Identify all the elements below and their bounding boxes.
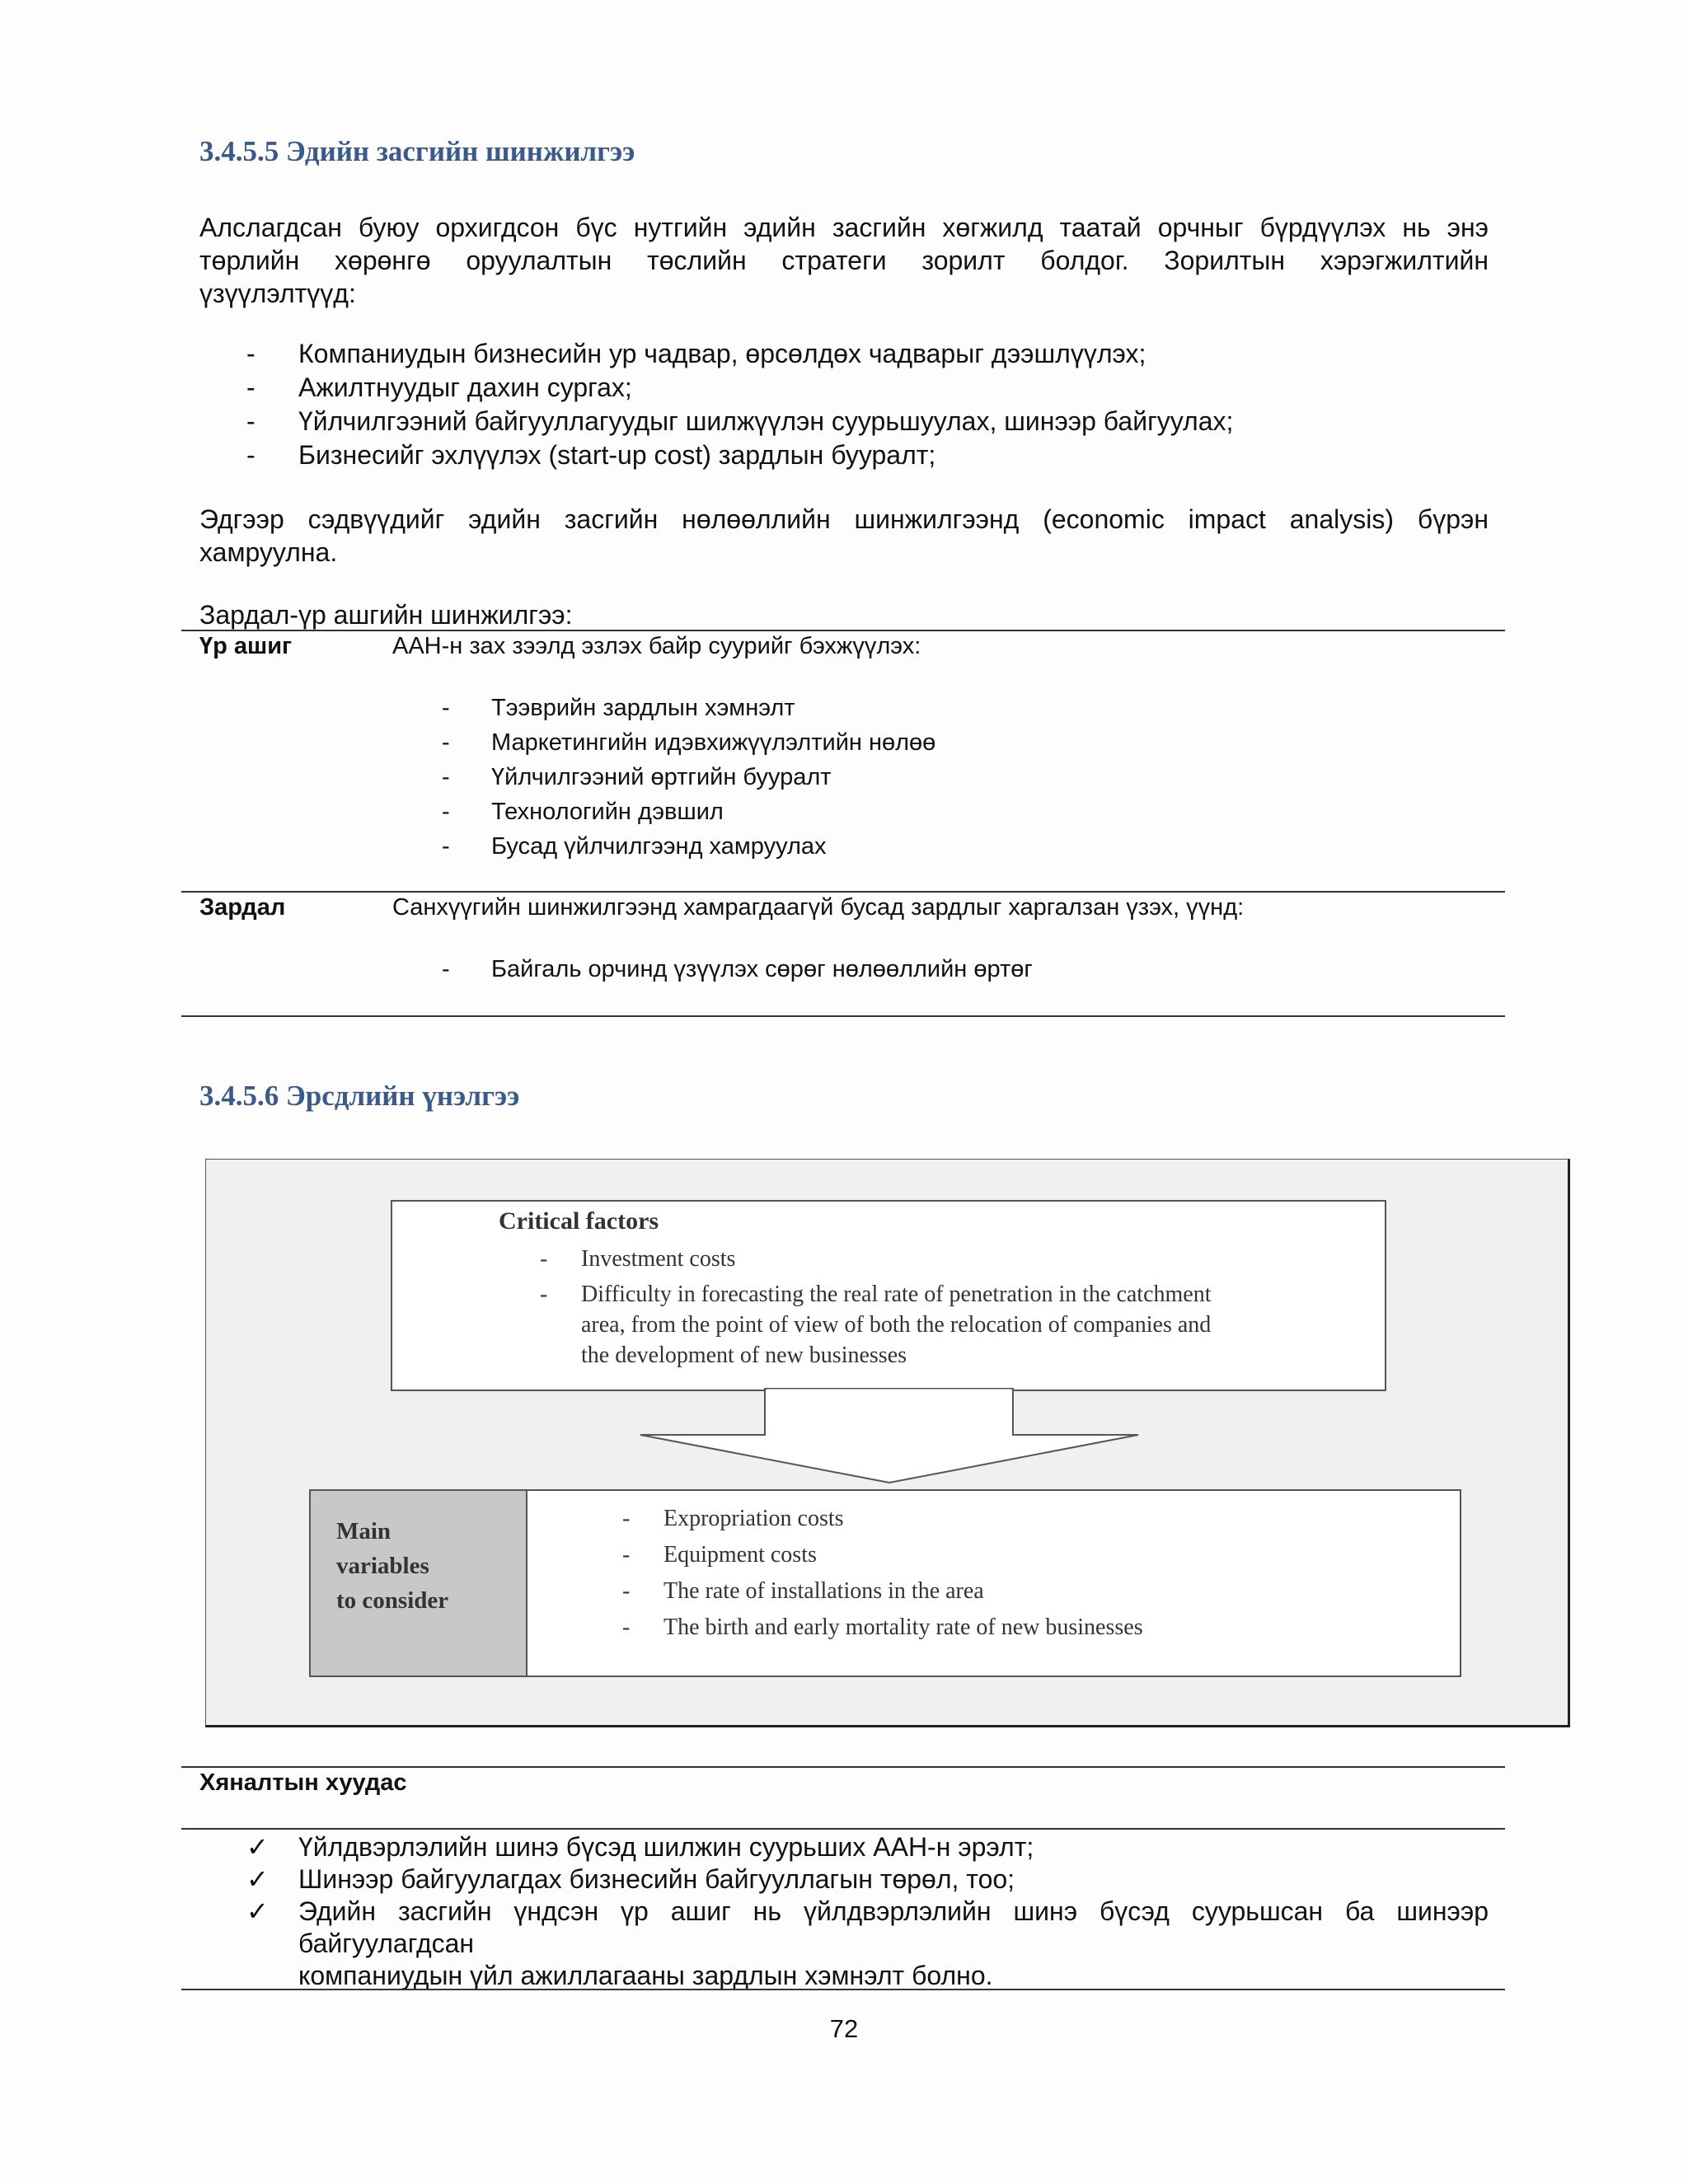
list-item-text: Difficulty in forecasting the real rate of penetration in the catchment xyxy=(581,1282,1212,1307)
down-arrow-icon xyxy=(640,1389,1138,1483)
checklist-mid-rule xyxy=(181,1828,1505,1830)
dash-bullet: - xyxy=(442,729,450,756)
main-variables-list xyxy=(622,1501,1143,1646)
table-top-rule xyxy=(181,630,1505,631)
list-item xyxy=(442,760,935,794)
list-item xyxy=(442,829,935,864)
closing-line-1: Эдгээр сэдвүүдийг эдийн засгийн нөлөөллийн шинжилгээнд (economic impact analysis) бүрэн xyxy=(199,504,1489,534)
checklist-items xyxy=(199,1831,1489,1992)
list-item-text: The birth and early mortality rate of new businesses xyxy=(663,1615,1143,1640)
list-item xyxy=(442,952,1033,987)
dash-bullet: - xyxy=(622,1542,631,1568)
list-item-text: Бусад үйлчилгээнд хамруулах xyxy=(491,833,827,860)
cost-text: Санхүүгийн шинжилгээнд хамрагдаагүй бусад зардлыг харгалзан үзэх, үүнд: xyxy=(392,894,1245,921)
benefit-items xyxy=(442,691,935,864)
checklist-item-line: Эдийн засгийн үндсэн үр ашиг нь үйлдвэрлэлийн шинэ бүсэд суурьшсан ба шинээр байгуулагдсан xyxy=(298,1896,1489,1958)
section-heading-risk: 3.4.5.6 Эрсдлийн үнэлгээ xyxy=(199,1080,520,1112)
checklist-item xyxy=(199,1831,1489,1863)
closing-line-2: хамруулна. xyxy=(199,537,338,567)
list-item-continuation: area, from the point of view of both the relocation of companies and xyxy=(581,1312,1212,1338)
list-item xyxy=(199,438,1489,472)
checklist-item xyxy=(199,1863,1489,1896)
list-item-text: Expropriation costs xyxy=(663,1506,844,1531)
risk-figure xyxy=(205,1159,1570,1727)
dash-bullet: - xyxy=(442,956,450,982)
list-item xyxy=(622,1501,1143,1537)
intro-line-3: үзүүлэлтүүд: xyxy=(199,279,356,308)
list-item xyxy=(622,1573,1143,1610)
objectives-list xyxy=(199,337,1489,472)
critical-factors-title: Critical factors xyxy=(499,1207,659,1235)
list-item-text: Технологийн дэвшил xyxy=(491,799,724,825)
dash-bullet: - xyxy=(442,833,450,860)
table-mid-rule xyxy=(181,891,1505,893)
checklist-item-text: Шинээр байгуулагдах бизнесийн байгууллагын төрөл, тоо; xyxy=(298,1864,1015,1894)
list-item xyxy=(199,337,1489,371)
list-item xyxy=(540,1244,1212,1274)
list-item xyxy=(199,405,1489,438)
dash-bullet: - xyxy=(442,695,450,721)
list-item-text: Компаниудын бизнесийн ур чадвар, өрсөлдөх чадварыг дээшлүүлэх; xyxy=(298,339,1146,368)
section-heading-economic: 3.4.5.5 Эдийн засгийн шинжилгээ xyxy=(199,135,635,167)
intro-line-1: Алслагдсан буюу орхигдсон бүс нутгийн эдийн засгийн хөгжилд таатай орчныг бүрдүүлэх нь энэ xyxy=(199,213,1489,242)
list-item-text: The rate of installations in the area xyxy=(663,1578,984,1604)
list-item-text: Байгаль орчинд үзүүлэх сөрөг нөлөөллийн өртөг xyxy=(491,956,1033,982)
checklist-item xyxy=(199,1896,1489,1992)
table-bottom-rule xyxy=(181,1015,1505,1017)
dash-bullet: - xyxy=(442,764,450,790)
check-icon: ✓ xyxy=(246,1896,269,1926)
list-item-continuation: the development of new businesses xyxy=(581,1343,907,1368)
dash-bullet: - xyxy=(540,1246,548,1272)
list-item-text: Үйлчилгээний өртгийн бууралт xyxy=(491,764,832,790)
main-variables-label xyxy=(336,1514,448,1618)
list-item xyxy=(622,1537,1143,1573)
main-label-line: to consider xyxy=(336,1587,449,1614)
list-item xyxy=(540,1279,1212,1371)
cost-label: Зардал xyxy=(199,894,286,921)
dash-bullet: - xyxy=(246,339,256,368)
critical-factors-list xyxy=(540,1244,1212,1371)
checklist-bottom-rule xyxy=(181,1989,1505,1990)
list-item-text: Бизнесийг эхлүүлэх (start-up cost) зардлын бууралт; xyxy=(298,440,936,470)
list-item xyxy=(622,1610,1143,1646)
checklist-title: Хяналтын хуудас xyxy=(199,1769,407,1796)
checklist-item-text: Үйлдвэрлэлийн шинэ бүсэд шилжин суурьших ААН-н эрэлт; xyxy=(298,1832,1034,1862)
closing-paragraph xyxy=(199,503,1489,569)
list-item-text: Ажилтнуудыг дахин сургах; xyxy=(298,373,632,402)
dash-bullet: - xyxy=(246,373,256,402)
list-item xyxy=(199,371,1489,405)
intro-line-2: төрлийн хөрөнгө оруулалтын төслийн стратеги зорилт болдог. Зорилтын хэрэгжилтийн xyxy=(199,246,1489,275)
dash-bullet: - xyxy=(622,1615,631,1640)
intro-paragraph xyxy=(199,211,1489,310)
cost-items xyxy=(442,952,1033,987)
table-caption: Зардал-үр ашгийн шинжилгээ: xyxy=(199,600,573,630)
list-item-text: Investment costs xyxy=(581,1246,736,1272)
dash-bullet: - xyxy=(540,1282,548,1307)
list-item xyxy=(442,691,935,725)
list-item-text: Маркетингийн идэвхижүүлэлтийн нөлөө xyxy=(491,729,936,756)
dash-bullet: - xyxy=(442,799,450,825)
list-item xyxy=(442,725,935,760)
check-icon: ✓ xyxy=(246,1832,269,1862)
list-item-text: Equipment costs xyxy=(663,1542,817,1568)
dash-bullet: - xyxy=(246,406,256,436)
checklist-top-rule xyxy=(181,1766,1505,1768)
list-item-text: Тээврийн зардлын хэмнэлт xyxy=(491,695,795,721)
checklist-item-line: компаниудын үйл ажиллагааны зардлын хэмнэлт болно. xyxy=(298,1961,993,1990)
dash-bullet: - xyxy=(622,1506,631,1531)
list-item-text: Үйлчилгээний байгууллагуудыг шилжүүлэн суурьшуулах, шинээр байгуулах; xyxy=(298,406,1234,436)
main-label-line: Main xyxy=(336,1518,392,1544)
dash-bullet: - xyxy=(622,1578,631,1604)
benefit-text: ААН-н зах зээлд эзлэх байр суурийг бэхжүүлэх: xyxy=(392,633,921,659)
dash-bullet: - xyxy=(246,440,256,470)
page-number: 72 xyxy=(829,2014,859,2043)
benefit-label: Үр ашиг xyxy=(199,633,293,659)
main-label-line: variables xyxy=(336,1553,429,1579)
list-item xyxy=(442,794,935,829)
check-icon: ✓ xyxy=(246,1864,269,1894)
